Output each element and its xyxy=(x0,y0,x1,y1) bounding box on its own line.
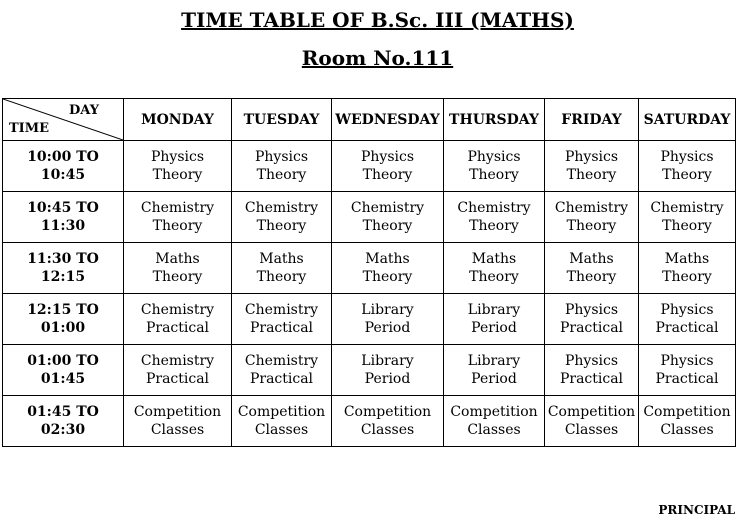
schedule-cell xyxy=(444,396,545,447)
schedule-cell xyxy=(232,141,332,192)
subject-name: Physics xyxy=(564,353,619,369)
schedule-cell xyxy=(332,141,444,192)
schedule-cell xyxy=(545,294,639,345)
schedule-cell xyxy=(444,243,545,294)
subject-name: Physics xyxy=(150,149,205,165)
page-title: TIME TABLE OF B.Sc. III (MATHS) xyxy=(181,8,574,32)
session-type: Practical xyxy=(249,320,314,336)
room-number: Room No.111 xyxy=(301,46,454,70)
session-type: Period xyxy=(364,320,411,336)
schedule-cell xyxy=(545,345,639,396)
table-row xyxy=(3,192,736,243)
subject-name: Competition xyxy=(547,404,636,420)
session-type: Theory xyxy=(256,218,307,234)
session-type: Classes xyxy=(360,422,415,438)
session-type: Practical xyxy=(655,320,719,336)
subject-name: Competition xyxy=(643,404,731,420)
subject-name: Chemistry xyxy=(244,353,319,369)
schedule-cell xyxy=(639,243,736,294)
schedule-cell xyxy=(545,396,639,447)
session-type: Theory xyxy=(362,167,413,183)
session-type: Theory xyxy=(566,269,617,285)
session-type: Practical xyxy=(249,371,314,387)
subject-name: Chemistry xyxy=(650,200,724,216)
subject-name: Library xyxy=(467,302,521,318)
session-type: Practical xyxy=(655,371,719,387)
subject-name: Physics xyxy=(660,302,714,318)
table-row xyxy=(3,141,736,192)
subject-name: Chemistry xyxy=(244,302,319,318)
schedule-cell xyxy=(444,192,545,243)
schedule-cell xyxy=(444,345,545,396)
schedule-cell xyxy=(639,192,736,243)
schedule-cell xyxy=(232,345,332,396)
schedule-cell xyxy=(639,294,736,345)
session-type: Theory xyxy=(362,269,413,285)
subject-name: Physics xyxy=(564,302,619,318)
subject-name: Maths xyxy=(471,251,517,267)
subject-name: Chemistry xyxy=(140,353,215,369)
schedule-cell xyxy=(232,396,332,447)
session-type: Classes xyxy=(150,422,205,438)
session-type: Theory xyxy=(469,218,519,234)
subject-name: Maths xyxy=(365,251,410,267)
schedule-cell xyxy=(444,294,545,345)
corner-day-label: DAY xyxy=(69,103,99,118)
schedule-cell xyxy=(545,192,639,243)
corner-cell xyxy=(3,99,124,141)
day-header: SATURDAY xyxy=(639,99,736,141)
subject-name: Chemistry xyxy=(350,200,425,216)
subject-name: Physics xyxy=(254,149,309,165)
day-header: MONDAY xyxy=(124,99,232,141)
schedule-cell xyxy=(124,192,232,243)
schedule-cell xyxy=(639,141,736,192)
schedule-cell xyxy=(124,294,232,345)
session-type: Theory xyxy=(662,218,712,234)
session-type: Theory xyxy=(566,218,617,234)
subject-name: Maths xyxy=(155,251,200,267)
schedule-cell xyxy=(639,345,736,396)
subject-name: Chemistry xyxy=(244,200,319,216)
session-type: Practical xyxy=(145,320,210,336)
session-type: Practical xyxy=(559,371,624,387)
header-row xyxy=(3,99,736,141)
subject-name: Library xyxy=(361,302,414,318)
session-type: Theory xyxy=(469,167,519,183)
principal-signature-label: PRINCIPAL xyxy=(658,503,735,517)
schedule-cell xyxy=(232,294,332,345)
time-slot: 10:00 TO 10:45 xyxy=(3,141,124,192)
schedule-cell xyxy=(332,294,444,345)
session-type: Classes xyxy=(564,422,619,438)
subject-name: Maths xyxy=(259,251,304,267)
subject-name: Chemistry xyxy=(554,200,629,216)
subject-name: Chemistry xyxy=(140,302,215,318)
table-row xyxy=(3,345,736,396)
schedule-cell xyxy=(545,141,639,192)
schedule-cell xyxy=(545,243,639,294)
schedule-cell xyxy=(639,396,736,447)
session-type: Practical xyxy=(559,320,624,336)
session-type: Theory xyxy=(256,167,307,183)
time-slot: 01:45 TO 02:30 xyxy=(3,396,124,447)
schedule-cell xyxy=(124,141,232,192)
subject-name: Competition xyxy=(343,404,432,420)
subject-name: Maths xyxy=(664,251,710,267)
corner-time-label: TIME xyxy=(9,121,50,136)
schedule-cell xyxy=(124,345,232,396)
table-row xyxy=(3,396,736,447)
session-type: Period xyxy=(471,320,517,336)
session-type: Practical xyxy=(145,371,210,387)
subject-name: Chemistry xyxy=(140,200,215,216)
subject-name: Physics xyxy=(660,353,714,369)
session-type: Classes xyxy=(660,422,714,438)
schedule-cell xyxy=(124,396,232,447)
session-type: Theory xyxy=(152,218,203,234)
session-type: Theory xyxy=(152,167,203,183)
session-type: Theory xyxy=(362,218,413,234)
subject-name: Physics xyxy=(467,149,521,165)
time-slot: 11:30 TO 12:15 xyxy=(3,243,124,294)
subject-name: Chemistry xyxy=(457,200,531,216)
session-type: Period xyxy=(364,371,411,387)
session-type: Classes xyxy=(254,422,309,438)
subject-name: Maths xyxy=(569,251,614,267)
schedule-cell xyxy=(332,396,444,447)
subject-name: Competition xyxy=(133,404,222,420)
subject-name: Library xyxy=(467,353,521,369)
schedule-cell xyxy=(124,243,232,294)
subject-name: Competition xyxy=(450,404,538,420)
session-type: Period xyxy=(471,371,517,387)
session-type: Theory xyxy=(469,269,519,285)
timetable xyxy=(2,98,736,447)
schedule-cell xyxy=(332,192,444,243)
time-slot: 01:00 TO 01:45 xyxy=(3,345,124,396)
day-header: FRIDAY xyxy=(545,99,639,141)
time-slot: 10:45 TO 11:30 xyxy=(3,192,124,243)
session-type: Theory xyxy=(662,167,712,183)
subject-name: Physics xyxy=(564,149,619,165)
session-type: Theory xyxy=(152,269,203,285)
table-row xyxy=(3,243,736,294)
session-type: Theory xyxy=(566,167,617,183)
day-header: TUESDAY xyxy=(232,99,332,141)
subject-name: Competition xyxy=(237,404,326,420)
schedule-cell xyxy=(332,243,444,294)
schedule-cell xyxy=(444,141,545,192)
time-slot: 12:15 TO 01:00 xyxy=(3,294,124,345)
schedule-cell xyxy=(332,345,444,396)
schedule-cell xyxy=(232,192,332,243)
day-header: WEDNESDAY xyxy=(332,99,444,141)
schedule-cell xyxy=(232,243,332,294)
subject-name: Physics xyxy=(360,149,415,165)
session-type: Theory xyxy=(256,269,307,285)
day-header: THURSDAY xyxy=(444,99,545,141)
session-type: Theory xyxy=(662,269,712,285)
subject-name: Library xyxy=(361,353,414,369)
session-type: Classes xyxy=(467,422,521,438)
table-row xyxy=(3,294,736,345)
subject-name: Physics xyxy=(660,149,714,165)
